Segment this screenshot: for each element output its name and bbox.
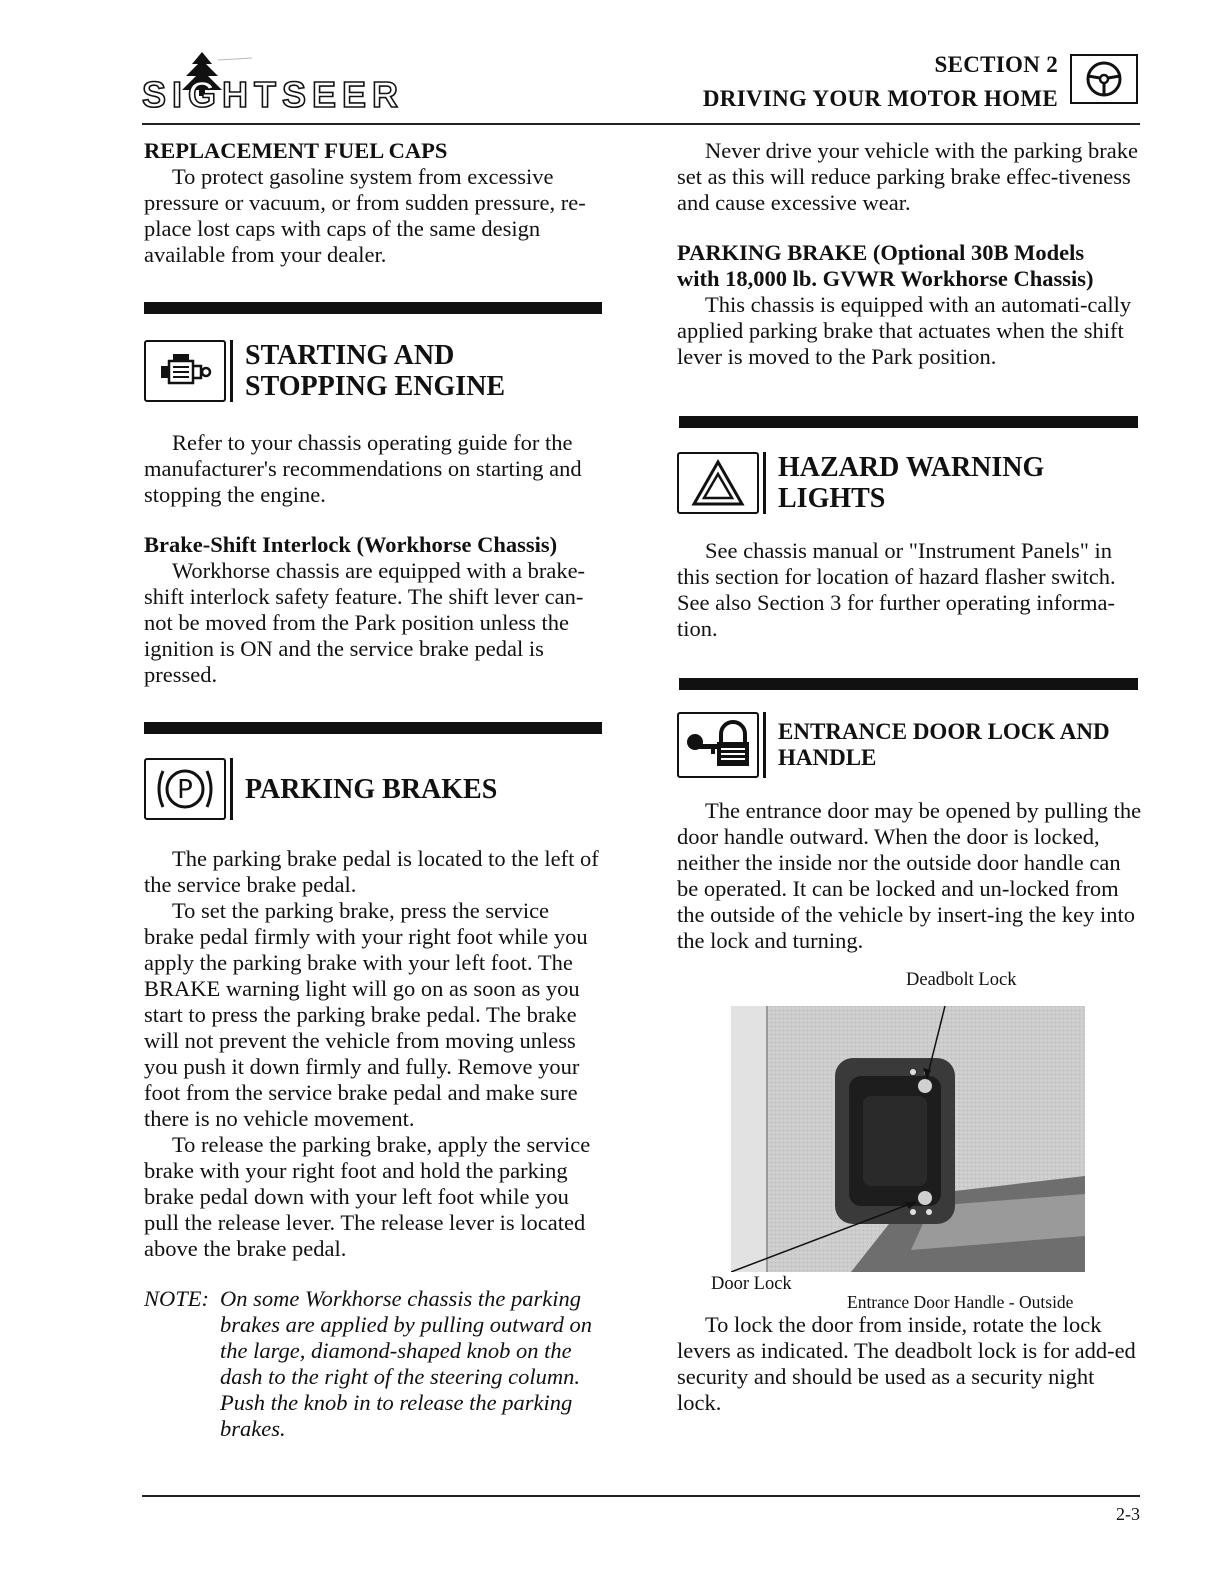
hazard-body: See chassis manual or "Instrument Panels" in this section for location of hazard flasher switch. See also Section 3 for further operating informa-tion. xyxy=(677,538,1116,641)
parking-note xyxy=(144,1286,604,1442)
door-lock-body2: To lock the door from inside, rotate the lock levers as indicated. The deadbolt lock is for add-ed security and should be used as a security night lock. xyxy=(677,1312,1136,1415)
door-lock-title: ENTRANCE DOOR LOCK AND HANDLE xyxy=(778,719,1110,770)
note-label: NOTE: xyxy=(144,1286,210,1311)
hazard-body-block xyxy=(677,538,1142,642)
parking-brakes-body xyxy=(144,846,604,1442)
parking-brakes-section-header xyxy=(144,758,604,820)
parking-brakes-p3: To release the parking brake, apply the service brake with your right foot and hold the parking brake pedal down with your left foot while you pull the release lever. The release lever is located above the brake pedal. xyxy=(144,1132,591,1261)
section-bar xyxy=(144,722,602,734)
hazard-title: HAZARD WARNING LIGHTS xyxy=(778,452,1045,514)
optional-parking-body: This chassis is equipped with an automati-cally applied parking brake that actuates when the shift lever is moved to the Park position. xyxy=(677,292,1132,369)
section-title: DRIVING YOUR MOTOR HOME xyxy=(702,86,1058,111)
svg-text:P: P xyxy=(177,775,193,805)
deadbolt-lock-label: Deadbolt Lock xyxy=(906,970,1017,990)
door-handle-photo xyxy=(731,1006,1085,1272)
door-lock-body: The entrance door may be opened by pulling the door handle outward. When the door is locked, neither the inside nor the outside door handle can be operated. It can be locked and un-locked from the outside of the vehicle by insert-ing the key into the lock and turning. xyxy=(677,798,1142,953)
never-drive-block xyxy=(677,138,1142,370)
door-lock-body-block xyxy=(677,798,1142,954)
starting-engine-section-header xyxy=(144,340,604,402)
interlock-heading: Brake-Shift Interlock (Workhorse Chassis) xyxy=(144,532,558,557)
door-lock-body2-block xyxy=(677,1312,1142,1416)
parking-brakes-p2: To set the parking brake, press the service brake pedal firmly with your right foot while you apply the parking brake with your left foot. The BRAKE warning light will go on as soon as you start to press the parking brake pedal. The brake will not prevent the vehicle from moving unless you push it down firmly and fully. Remove your foot from the service brake pedal and make sure there is no vehicle movement. xyxy=(144,898,588,1131)
note-body: On some Workhorse chassis the parking brakes are applied by pulling outward on the large, diamond-shaped knob on the dash to the right of the steering column. Push the knob in to release the parking brakes. xyxy=(220,1286,593,1441)
logo-wordmark: SIGHTSEER xyxy=(142,74,405,115)
door-lock-icon xyxy=(677,712,759,778)
door-lock-section-header xyxy=(677,712,1142,778)
section-bar xyxy=(144,302,602,314)
hazard-triangle-icon xyxy=(677,452,759,514)
header-rule xyxy=(142,123,1140,125)
interlock-body: Workhorse chassis are equipped with a brake-shift interlock safety feature. The shift lever can-not be moved from the Park position unless the ignition is ON and the service brake pedal is pressed. xyxy=(144,558,586,687)
door-lock-label: Door Lock xyxy=(711,1274,792,1294)
fuel-caps-heading: REPLACEMENT FUEL CAPS xyxy=(144,138,448,163)
section-bar xyxy=(679,416,1138,428)
parking-brakes-p1: The parking brake pedal is located to the left of the service brake pedal. xyxy=(144,846,599,897)
parking-brakes-title: PARKING BRAKES xyxy=(245,773,498,805)
engine-icon xyxy=(144,340,226,402)
fuel-caps-block xyxy=(144,138,604,268)
section-bar xyxy=(679,678,1138,690)
sightseer-logo xyxy=(142,50,448,115)
starting-engine-title: STARTING AND STOPPING ENGINE xyxy=(245,340,506,402)
section-header xyxy=(703,48,1058,116)
parking-brake-icon xyxy=(144,758,226,820)
page-number: 2-3 xyxy=(1116,1504,1140,1524)
hazard-section-header xyxy=(677,452,1142,514)
starting-engine-text: Refer to your chassis operating guide for the manufacturer's recommendations on starting and stopping the engine. xyxy=(144,430,582,507)
fuel-caps-body: To protect gasoline system from excessive pressure or vacuum, or from sudden pressure, re-place lost caps with caps of the same design available from your dealer. xyxy=(144,164,586,267)
footer-rule xyxy=(142,1495,1140,1497)
steering-wheel-icon xyxy=(1070,54,1138,104)
section-label: SECTION 2 xyxy=(934,52,1058,77)
optional-parking-heading: PARKING BRAKE (Optional 30B Models with 18,000 lb. GVWR Workhorse Chassis) xyxy=(677,240,1094,291)
never-drive-text: Never drive your vehicle with the parking brake set as this will reduce parking brake effec-tiveness and cause excessive wear. xyxy=(677,138,1138,215)
starting-engine-body xyxy=(144,430,604,688)
photo-caption: Entrance Door Handle - Outside xyxy=(847,1292,1074,1312)
